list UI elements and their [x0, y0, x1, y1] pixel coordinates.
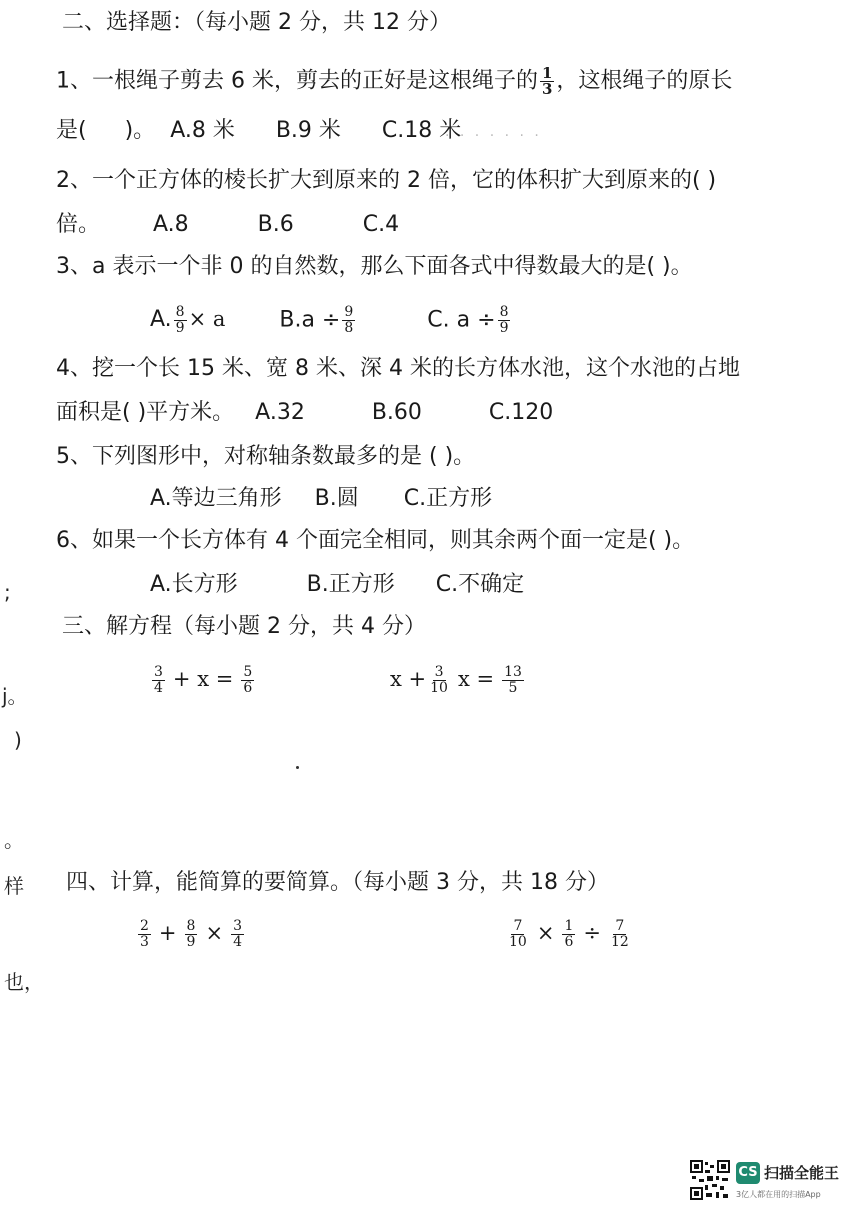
question-1 — [56, 66, 732, 97]
equation-1: $\frac{3}{4}$ + x = $\frac{5}{6}$ — [154, 664, 253, 696]
scanner-brand: 扫描全能王 — [764, 1164, 840, 1182]
q1-blank-open: 是( — [56, 118, 87, 143]
question-5-options — [150, 484, 492, 514]
q6-option-c: C.不确定 — [435, 572, 525, 597]
section2-title: 二、选择题：（每小题 2 分，共 12 分） — [62, 10, 451, 35]
scanner-badge: CS — [736, 1162, 760, 1184]
q2-option-a: A.8 — [153, 212, 189, 237]
section3-title: 三、解方程（每小题 2 分，共 4 分） — [62, 614, 426, 639]
expression-1: $\frac{2}{3}$ + $\frac{8}{9}$ × $\frac{3}{4}$ — [140, 918, 242, 950]
question-2: 2、一个正方体的棱长扩大到原来的 2 倍，它的体积扩大到原来的( ) — [56, 168, 717, 193]
q2-suffix: 倍。 — [56, 212, 101, 237]
q4-option-c: C.120 — [488, 400, 554, 425]
q4-option-b: B.60 — [371, 400, 422, 425]
scanner-slogan: 3亿人都在用的扫描App — [736, 1190, 821, 1199]
q1-fraction: $\frac{1}{3}$ — [541, 64, 553, 98]
q3-option-c: C. a ÷ $\frac{8}{9}$ — [427, 303, 509, 336]
section4-title: 四、计算，能简算的要简算。（每小题 3 分，共 18 分） — [66, 870, 609, 895]
question-4-line2 — [56, 398, 553, 428]
q2-option-b: B.6 — [257, 212, 294, 237]
expression-2: $\frac{7}{10}$ × $\frac{1}{6}$ ÷ $\frac{7}{12}$ — [509, 918, 629, 950]
margin-fragment: ; — [4, 580, 11, 604]
question-3: 3、a 表示一个非 0 的自然数，那么下面各式中得数最大的是( )。 — [56, 254, 693, 279]
question-1-line2 — [56, 116, 461, 146]
q1-blank-close: )。 — [124, 118, 156, 143]
question-3-options — [150, 304, 512, 336]
q1-option-c: C.18 米 — [381, 118, 462, 143]
question-5: 5、下列图形中，对称轴条数最多的是 ( )。 — [56, 444, 476, 469]
equation-2: x + $\frac{3}{10}$ x = $\frac{13}{5}$ — [390, 664, 522, 696]
margin-fragment: 也， — [4, 970, 44, 994]
q4-text: 面积是( )平方米。 — [56, 400, 235, 425]
scan-noise: · · · · · · · — [445, 128, 542, 144]
q6-option-b: B.正方形 — [306, 572, 395, 597]
qr-code-icon — [690, 1160, 730, 1200]
q1-text-b: ，这根绳子的原长 — [556, 68, 733, 94]
question-6-options — [150, 570, 524, 600]
q6-option-a: A.长方形 — [150, 572, 238, 597]
q1-text-a: 1、一根绳子剪去 6 米，剪去的正好是这根绳子的 — [56, 68, 538, 94]
q1-option-a: A.8 米 — [170, 118, 235, 143]
margin-fragment: 样 — [4, 874, 24, 898]
question-4: 4、挖一个长 15 米、宽 8 米、深 4 米的长方体水池，这个水池的占地 — [56, 356, 740, 381]
scanner-watermark — [690, 1160, 840, 1206]
question-6: 6、如果一个长方体有 4 个面完全相同，则其余两个面一定是( )。 — [56, 528, 695, 553]
q3-option-b: B.a ÷ $\frac{9}{8}$ — [279, 303, 354, 336]
scan-speck — [296, 766, 299, 769]
margin-fragment: ) — [14, 728, 22, 752]
q5-option-c: C.正方形 — [403, 486, 493, 511]
q2-option-c: C.4 — [362, 212, 400, 237]
q5-option-b: B.圆 — [314, 486, 359, 511]
q3-option-a: A. $\frac{8}{9}$ × a — [150, 303, 226, 336]
q4-option-a: A.32 — [255, 400, 305, 425]
q1-option-b: B.9 米 — [275, 118, 341, 143]
margin-fragment: j。 — [2, 684, 28, 708]
q5-option-a: A.等边三角形 — [150, 486, 282, 511]
margin-fragment: 。 — [4, 828, 24, 852]
question-2-line2 — [56, 210, 399, 240]
